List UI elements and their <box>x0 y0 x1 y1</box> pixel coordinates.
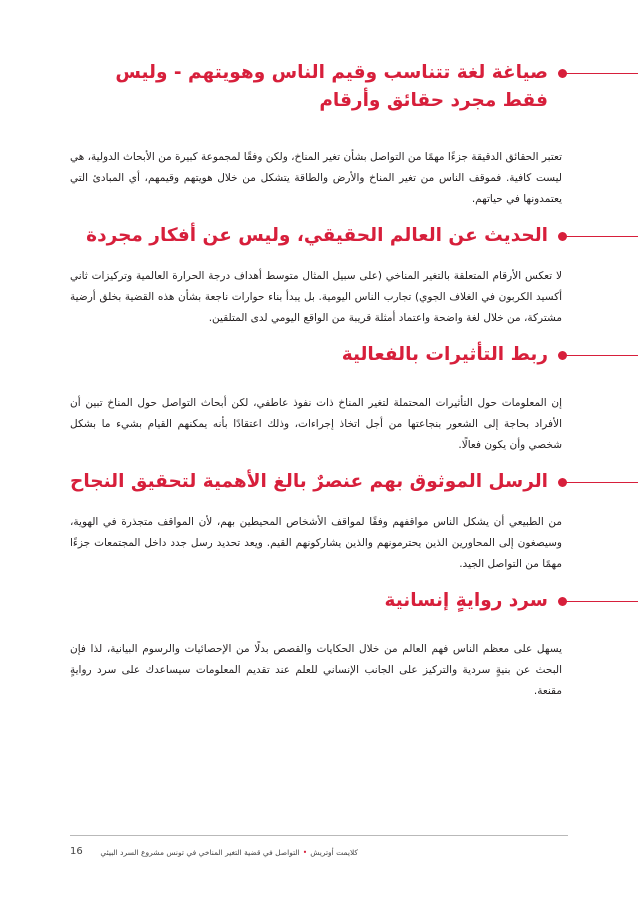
section-human-story <box>70 587 562 702</box>
section-heading-text: الحديث عن العالم الحقيقي، وليس عن أفكار مجردة <box>86 225 548 246</box>
footer-divider <box>70 835 568 836</box>
section-body: لا تعكس الأرقام المتعلقة بالتغير المناخي (على سبيل المثال متوسط أهداف درجة الحرارة العالمية وتركيزات ثاني أكسيد الكربون في الغلاف الجوي) تجارب الناس اليومية. بل يبدأ بناء حوارات ناجعة بشأن هذه القضية بخلق أرضية مشتركة، من خلال لغة واضحة واعتماد أمثلة قريبة من الواقع اليومي لدى المتلقين. <box>70 270 562 324</box>
section-heading <box>70 468 562 496</box>
heading-rule-line <box>562 73 638 75</box>
footer-brand: كلايمت أوتريش <box>310 848 358 857</box>
section-body: إن المعلومات حول التأثيرات المحتملة لتغير المناخ ذات نفوذ عاطفي، لكن أبحاث التواصل حول المناخ تبين أن الأفراد بحاجة إلى الشعور بنجاعتها من أجل اتخاذ إجراءات، وذلك اعتقادًا بأنه يمكنهم القيام بشيء ما بشكل شخصي وأن يكون فعالًا. <box>70 397 562 451</box>
footer-title: التواصل في قضية التغير المناخي في تونس مشروع السرد البيئي <box>100 848 300 857</box>
section-trusted-messengers <box>70 468 562 575</box>
section-body: من الطبيعي أن يشكل الناس مواقفهم وفقًا لمواقف الأشخاص المحيطين بهم، لأن المواقف متجذرة في الهوية، وسيصغون إلى المحاورين الذين يحترمونهم والذين يشاركونهم القيم. ويعد تحديد رسل جدد داخل المجتمعات جزءًا مهمًا من التواصل الجيد. <box>70 516 562 570</box>
section-heading-text: سرد روايةٍ إنسانية <box>384 590 548 611</box>
section-heading <box>70 341 562 369</box>
footer-running-title <box>100 847 358 859</box>
section-heading <box>70 222 562 250</box>
heading-rule-line <box>562 236 638 238</box>
heading-rule-line <box>562 482 638 484</box>
section-real-world <box>70 222 562 329</box>
section-body: تعتبر الحقائق الدقيقة جزءًا مهمًا من التواصل بشأن تغير المناخ، ولكن وفقًا لمجموعة كبيرة من الأبحاث الدولية، هي ليست كافية. فموقف الناس من تغير المناخ والأرض والطاقة يتشكل من خلال هويتهم وقيمهم، أي المبادئ التي يعتمدونها في حياتهم. <box>70 151 562 205</box>
page-number: 16 <box>70 846 83 857</box>
heading-rule-line <box>562 601 638 603</box>
section-heading-text: الرسل الموثوق بهم عنصرٌ بالغ الأهمية لتحقيق النجاح <box>70 471 548 492</box>
main-content <box>70 0 562 702</box>
section-impacts-efficacy <box>70 341 562 456</box>
section-heading <box>70 587 562 615</box>
section-language-values <box>70 59 562 210</box>
section-body: يسهل على معظم الناس فهم العالم من خلال الحكايات والقصص بدلًا من الإحصائيات والرسوم البيانية، لذا فإن البحث عن بنيةٍ سردية والتركيز على الجانب الإنساني للعلم عند تقديم المعلومات سيساعدك على سرد روايةٍ مقنعة. <box>70 643 562 697</box>
footer-separator: • <box>302 848 308 857</box>
section-heading <box>70 59 562 115</box>
section-heading-text: ربط التأثيرات بالفعالية <box>341 344 548 365</box>
section-heading-text: صياغة لغة تتناسب وقيم الناس وهويتهم - وليس فقط مجرد حقائق وأرقام <box>115 62 548 111</box>
heading-rule-line <box>562 355 638 357</box>
